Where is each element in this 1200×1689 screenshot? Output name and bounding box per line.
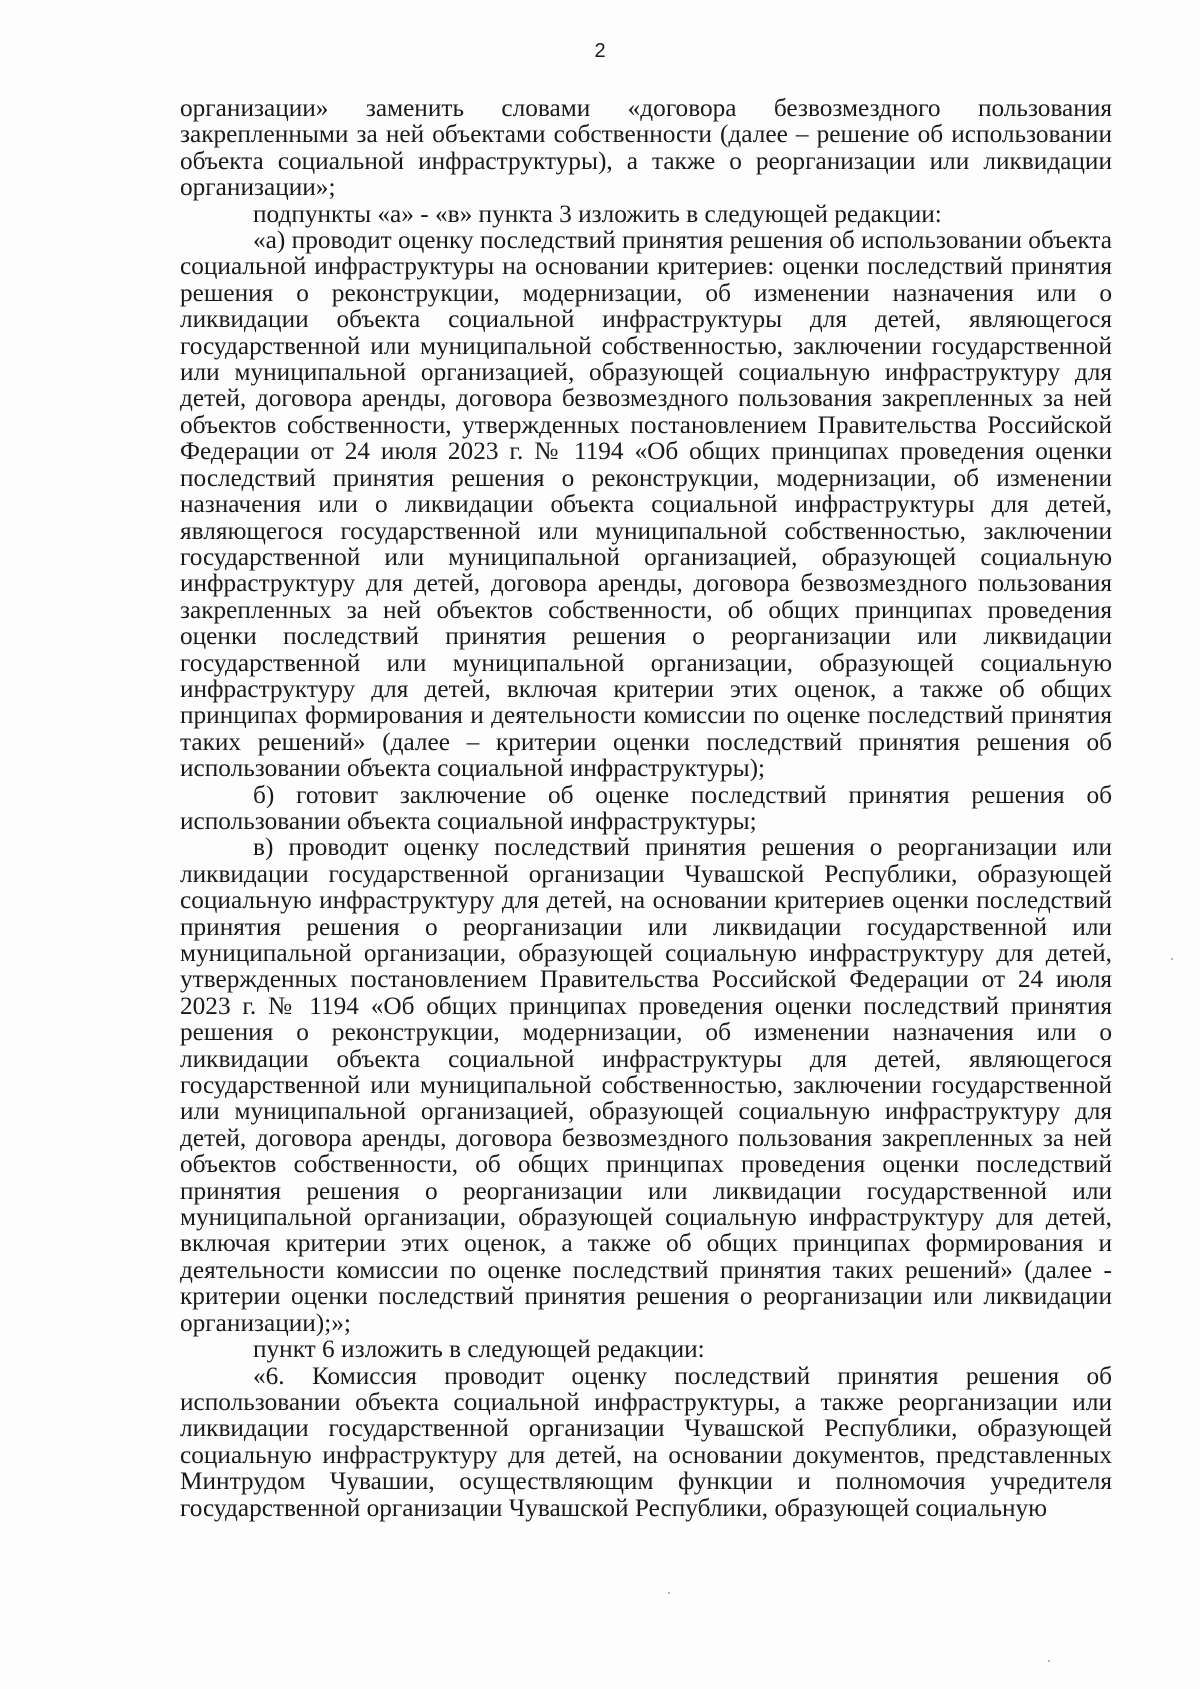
paragraph-clause-v: в) проводит оценку последствий принятия решения о реорганизации или ликвидации государственной организации Чувашской Республики, образующей социальную инфраструктуру для детей, на основании критериев оценки последствий принятия решения о реорганизации или ликвидации государственной или муниципальной организации, образующей социальную инфраструктуру для детей, утвержденных постановлением Правительства Российской Федерации от 24 июля 2023 г. № 1194 «Об общих принципах проведения оценки последствий принятия решения о реконструкции, модернизации, об изменении назначения или о ликвидации объекта социальной инфраструктуры для детей, являющегося государственной или муниципальной собственностью, заключении государственной или муниципальной организацией, образующей социальную инфраструктуру для детей, договора аренды, договора безвозмездного пользования закрепленных за ней объектов собственности, об общих принципах проведения оценки последствий принятия решения о реорганизации или ликвидации государственной или муниципальной организации, образующей социальную инфраструктуру для детей, включая критерии этих оценок, а также об общих принципах формирования и деятельности комиссии по оценке последствий принятия таких решений» (далее - критерии оценки последствий принятия решения о реорганизации или ликвидации организации);»; (180, 833, 1112, 1337)
page-number: 2 (594, 40, 606, 62)
document-body (180, 95, 1112, 1521)
scan-speck (668, 1592, 670, 1594)
paragraph-point-6: «6. Комиссия проводит оценку последствий принятия решения об использовании объекта социальной инфраструктуры, а также реорганизации или ликвидации государственной организации Чувашской Республики, образующей социальную инфраструктуру для детей, на основании документов, представленных Минтрудом Чувашии, осуществляющим функции и полномочия учредителя государственной организации Чувашской Республики, образующей социальную (180, 1361, 1112, 1522)
paragraph-point-6-heading: пункт 6 изложить в следующей редакции: (253, 1335, 705, 1364)
paragraph-clause-b: б) готовит заключение об оценке последствий принятия решения об использовании объекта социальной инфраструктуры; (180, 780, 1112, 835)
scan-speck (1048, 1660, 1050, 1662)
scan-speck (1171, 958, 1173, 960)
paragraph-continuation: организации» заменить словами «договора безвозмездного пользования закрепленными за ней объектами собственности (далее – решение об использовании объекта социальной инфраструктуры), а также о реорганизации или ликвидации организации»; (180, 94, 1112, 202)
paragraph-subclauses-heading: подпункты «а» - «в» пункта 3 изложить в следующей редакции: (253, 199, 942, 228)
paragraph-clause-a: «а) проводит оценку последствий принятия решения об использовании объекта социальной инфраструктуры на основании критериев: оценки последствий принятия решения о реконструкции, модернизации, об изменении назначения или о ликвидации объекта социальной инфраструктуры для детей, являющегося государственной или муниципальной собственностью, заключении государственной или муниципальной организацией, образующей социальную инфраструктуру для детей, договора аренды, договора безвозмездного пользования закрепленных за ней объектов собственности, утвержденных постановлением Правительства Российской Федерации от 24 июля 2023 г. № 1194 «Об общих принципах проведения оценки последствий принятия решения о реконструкции, модернизации, об изменении назначения или о ликвидации объекта социальной инфраструктуры для детей, являющегося государственной или муниципальной собственностью, заключении государственной или муниципальной организацией, образующей социальную инфраструктуру для детей, договора аренды, договора безвозмездного пользования закрепленных за ней объектов собственности, об общих принципах проведения оценки последствий принятия решения о реорганизации или ликвидации государственной или муниципальной организации, образующей социальную инфраструктуру для детей, включая критерии этих оценок, а также об общих принципах формирования и деятельности комиссии по оценке последствий принятия таких решений» (далее – критерии оценки последствий принятия решения об использовании объекта социальной инфраструктуры); (180, 226, 1112, 783)
